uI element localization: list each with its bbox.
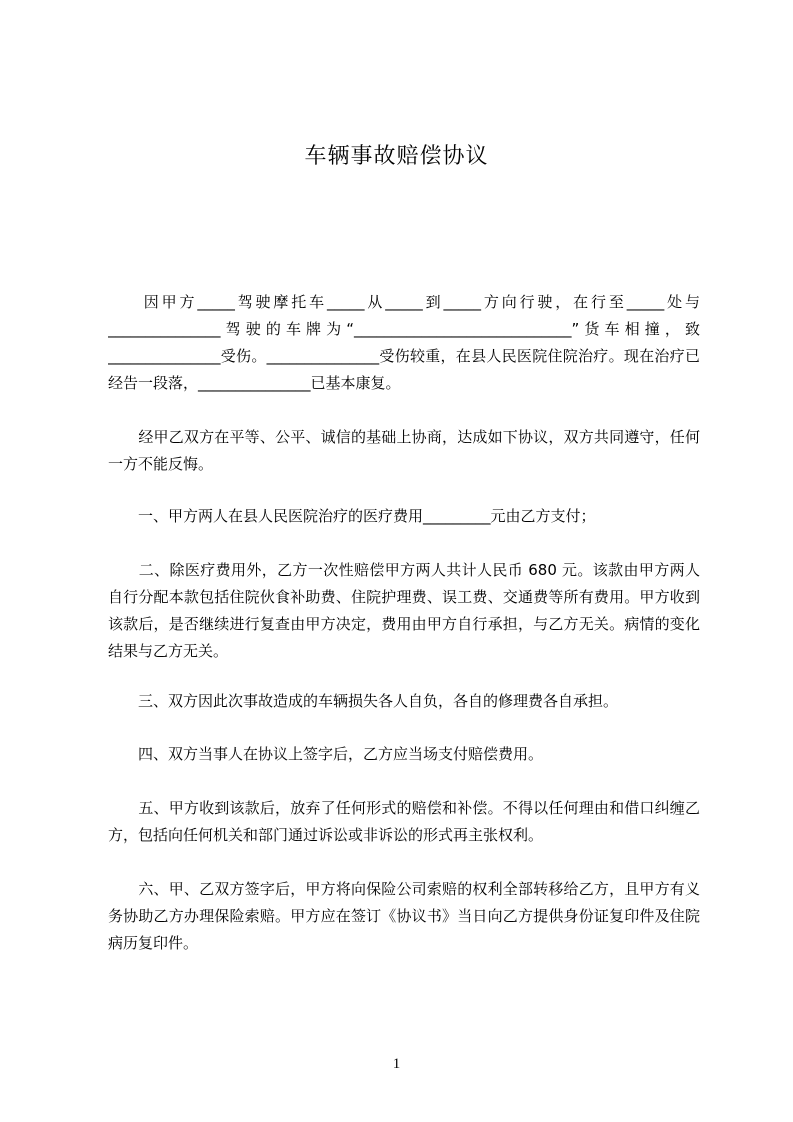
document-title: 车辆事故赔偿协议 [304,144,489,169]
clause-6-insurance: 六、甲、乙双方签字后，甲方将向保险公司索赔的权利全部转移给乙方，且甲方有义务协助乙方办理保险索赔。甲方应在签订《协议书》当日向乙方提供身份证复印件及住院病历复印件。 [108,880,700,952]
clause-4-payment: 四、双方当事人在协议上签字后，乙方应当场支付赔偿费用。 [108,745,544,763]
clause-5-waiver: 五、甲方收到该款后，放弃了任何形式的赔偿和补偿。不得以任何理由和借口纠缠乙方，包括向任何机关和部门通过诉讼或非诉讼的形式再主张权利。 [108,799,700,844]
clause-2-compensation: 二、除医疗费用外，乙方一次性赔偿甲方两人共计人民币 680 元。该款由甲方两人自行分配本款包括住院伙食补助费、住院护理费、误工费、交通费等所有费用。甲方收到该款后，是否继续进行复查由甲方决定，费用由甲方自行承担，与乙方无关。病情的变化结果与乙方无关。 [108,561,700,660]
clause-1-medical-fees: 一、甲方两人在县人民医院治疗的医疗费用_________元由乙方支付； [108,507,596,525]
paragraph-accident-description: 因甲方_____驾驶摩托车_____从_____到_____方向行驶，在行至_____处与_______________驾驶的车牌为“_____________________________”货车相撞，致_______________受伤。_______________受伤较重，在县人民医院住院治疗。现在治疗已经告一段落，_______________已基本康复。 [108,293,700,392]
page-number: 1 [392,1056,401,1072]
clause-3-vehicle-damage: 三、双方因此次事故造成的车辆损失各人自负，各自的修理费各自承担。 [108,692,619,710]
paragraph-agreement-intro: 经甲乙双方在平等、公平、诚信的基础上协商，达成如下协议，双方共同遵守，任何一方不能反悔。 [108,428,700,473]
